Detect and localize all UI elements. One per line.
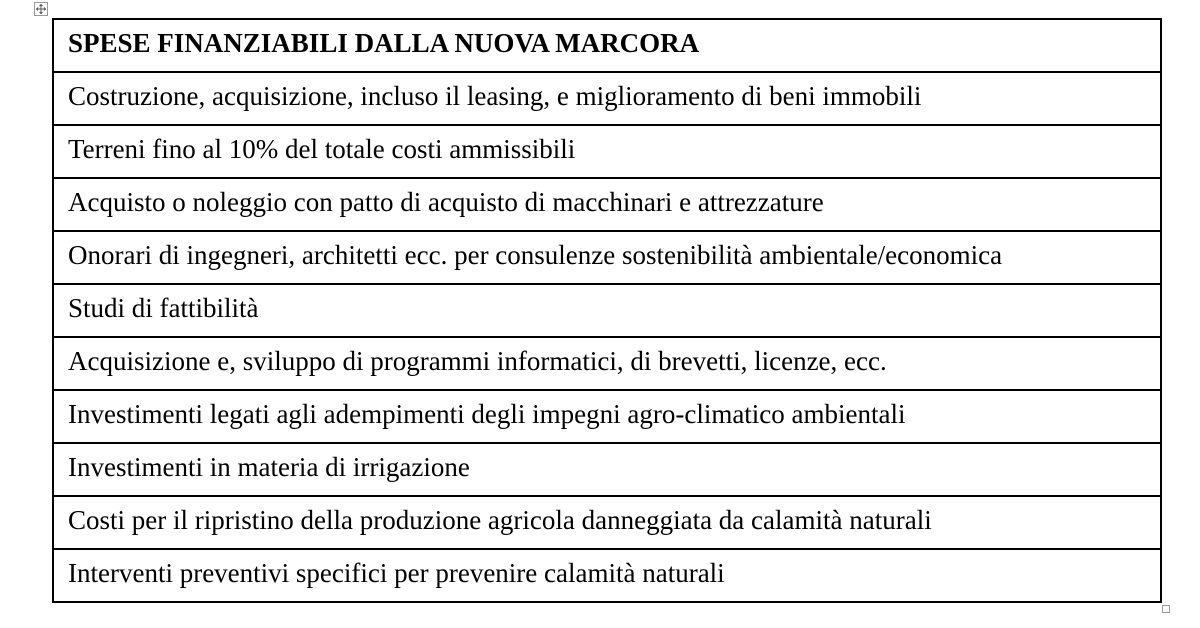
table-cell[interactable]: Onorari di ingegneri, architetti ecc. per consulenze sostenibilità ambientale/economica <box>53 231 1161 284</box>
table-row <box>53 496 1161 549</box>
table-cell[interactable]: Interventi preventivi specifici per prevenire calamità naturali <box>53 549 1161 602</box>
eligible-expenses-table <box>52 18 1162 603</box>
table-cell[interactable]: Investimenti legati agli adempimenti degli impegni agro-climatico ambientali <box>53 390 1161 443</box>
table-row <box>53 125 1161 178</box>
table-row <box>53 72 1161 125</box>
table-cell[interactable]: Acquisto o noleggio con patto di acquisto di macchinari e attrezzature <box>53 178 1161 231</box>
table-row <box>53 284 1161 337</box>
table-cell[interactable]: Costruzione, acquisizione, incluso il leasing, e miglioramento di beni immobili <box>53 72 1161 125</box>
table-cell[interactable]: Investimenti in materia di irrigazione <box>53 443 1161 496</box>
table-cell[interactable]: Terreni fino al 10% del totale costi ammissibili <box>53 125 1161 178</box>
table-header-row <box>53 19 1161 72</box>
table-row <box>53 549 1161 602</box>
table-resize-handle-icon[interactable] <box>1162 605 1170 613</box>
table-cell[interactable]: Studi di fattibilità <box>53 284 1161 337</box>
table-row <box>53 443 1161 496</box>
table-move-handle-icon[interactable] <box>34 2 48 16</box>
table-cell[interactable]: Costi per il ripristino della produzione agricola danneggiata da calamità naturali <box>53 496 1161 549</box>
table-row <box>53 337 1161 390</box>
table-header-cell[interactable]: SPESE FINANZIABILI DALLA NUOVA MARCORA <box>53 19 1161 72</box>
table-row <box>53 390 1161 443</box>
table-row <box>53 178 1161 231</box>
table-cell[interactable]: Acquisizione e, sviluppo di programmi informatici, di brevetti, licenze, ecc. <box>53 337 1161 390</box>
table-row <box>53 231 1161 284</box>
